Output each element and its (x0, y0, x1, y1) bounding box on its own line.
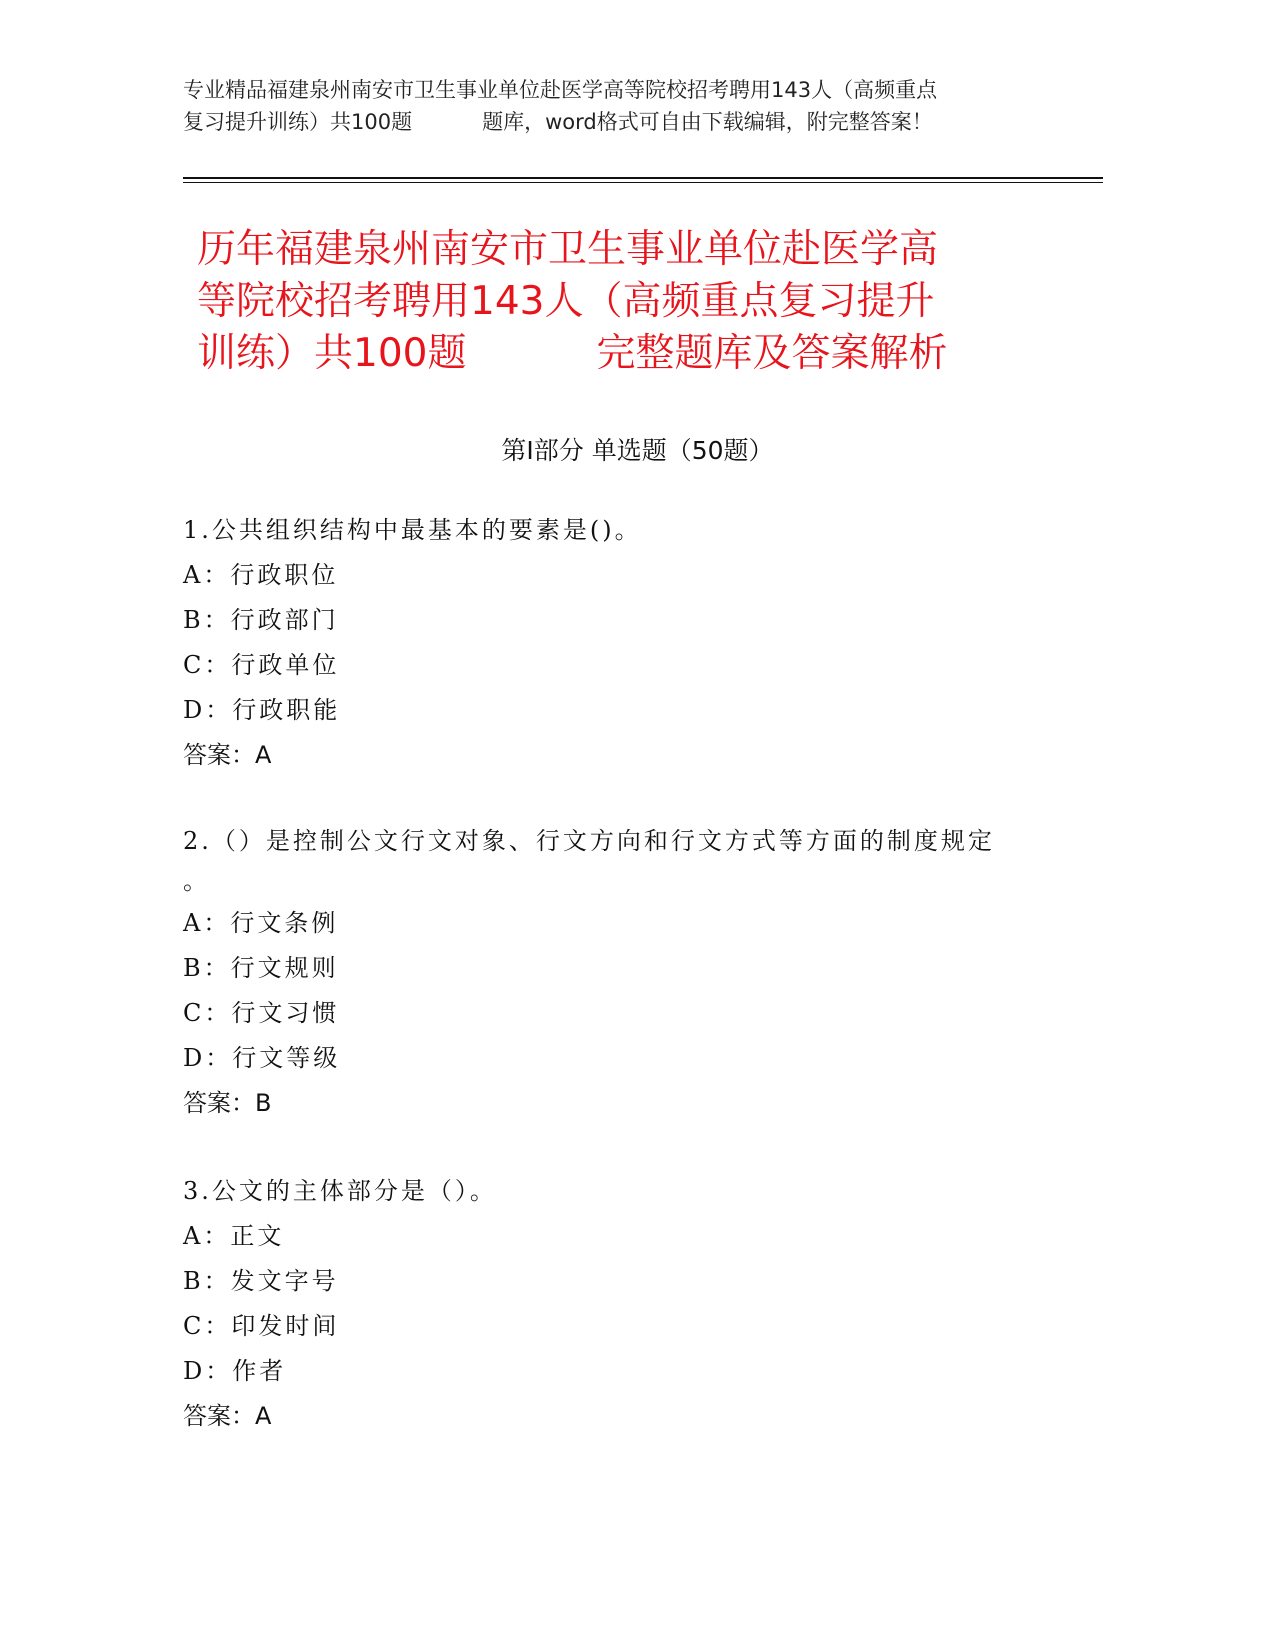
answer: 答案：A (183, 741, 272, 769)
option-c: C：印发时间 (183, 1312, 340, 1340)
header-divider-thin (183, 182, 1103, 183)
option-c: C：行文习惯 (183, 999, 340, 1027)
question-list (183, 508, 1063, 1439)
header-line-2-part-2: 题库，word格式可自由下载编辑，附完整答案！ (482, 110, 933, 134)
question-stem: 1.公共组织结构中最基本的要素是()。 (183, 516, 642, 544)
option-b: B：行政部门 (183, 606, 339, 634)
option-d: D：行文等级 (183, 1044, 341, 1072)
question-3 (183, 1169, 1063, 1439)
option-d: D：作者 (183, 1357, 287, 1385)
title-line-1: 历年福建泉州南安市卫生事业单位赴医学高 (197, 227, 939, 272)
answer: 答案：B (183, 1089, 272, 1117)
question-stem: 3.公文的主体部分是（）。 (183, 1177, 497, 1205)
option-d: D：行政职能 (183, 696, 341, 724)
option-b: B：发文字号 (183, 1267, 339, 1295)
option-c: C：行政单位 (183, 651, 340, 679)
section-heading: 第Ⅰ部分 单选题（50题） (501, 436, 774, 465)
document-header (183, 74, 1083, 138)
title-line-3 (197, 328, 1057, 380)
document-title (197, 224, 1057, 380)
header-line-2-part-1: 复习提升训练）共100题 (183, 110, 413, 134)
header-line-1: 专业精品福建泉州南安市卫生事业单位赴医学高等院校招考聘用143人（高频重点 (183, 78, 938, 102)
option-b: B：行文规则 (183, 954, 339, 982)
question-1 (183, 508, 1063, 778)
title-line-2: 等院校招考聘用143人（高频重点复习提升 (197, 279, 935, 324)
option-a: A：行文条例 (183, 909, 339, 937)
question-stem-continuation: 。 (183, 867, 210, 895)
question-stem: 2.（）是控制公文行文对象、行文方向和行文方式等方面的制度规定 (183, 827, 995, 855)
question-2 (183, 821, 1063, 1126)
answer: 答案：A (183, 1402, 272, 1430)
option-a: A：行政职位 (183, 561, 339, 589)
header-divider-thick (183, 177, 1103, 179)
option-a: A：正文 (183, 1222, 285, 1250)
title-line-3-part-1: 训练）共100题 (197, 331, 467, 376)
title-line-3-part-2: 完整题库及答案解析 (596, 331, 948, 376)
header-line-2 (183, 106, 1083, 138)
